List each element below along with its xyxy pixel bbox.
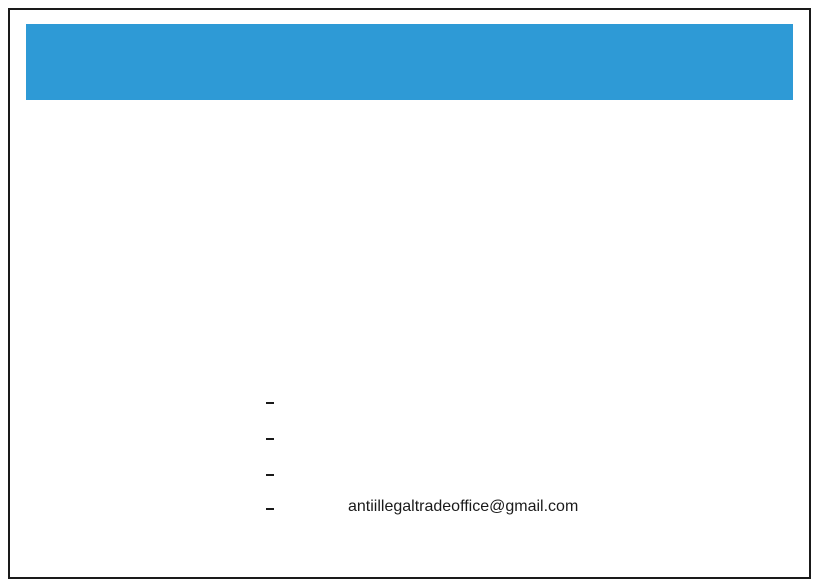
contact-heading [38,352,338,378]
separator-dash [266,393,278,395]
contact-value-office-phone [348,392,768,416]
issuing-committee-signature [369,540,789,568]
contact-email-link[interactable]: antiillegaltradeoffice@gmail.com [348,498,579,515]
contact-row-email [38,496,778,522]
contact-value-fax [348,464,768,488]
contact-row-mobile-phone [38,426,778,452]
notice-body-paragraph [38,128,783,328]
contact-value-mobile-phone [348,428,768,452]
separator-dash [266,465,278,467]
contact-label-mobile-phone [38,426,258,452]
contact-label-email [38,496,258,522]
notice-frame [8,8,811,579]
separator-dash [266,499,278,501]
contact-label-office-phone [38,390,258,416]
contact-row-office-phone [38,390,778,416]
contact-label-fax [38,462,258,488]
separator-dash [266,429,278,431]
contact-row-fax [38,462,778,488]
title-banner [26,24,793,100]
